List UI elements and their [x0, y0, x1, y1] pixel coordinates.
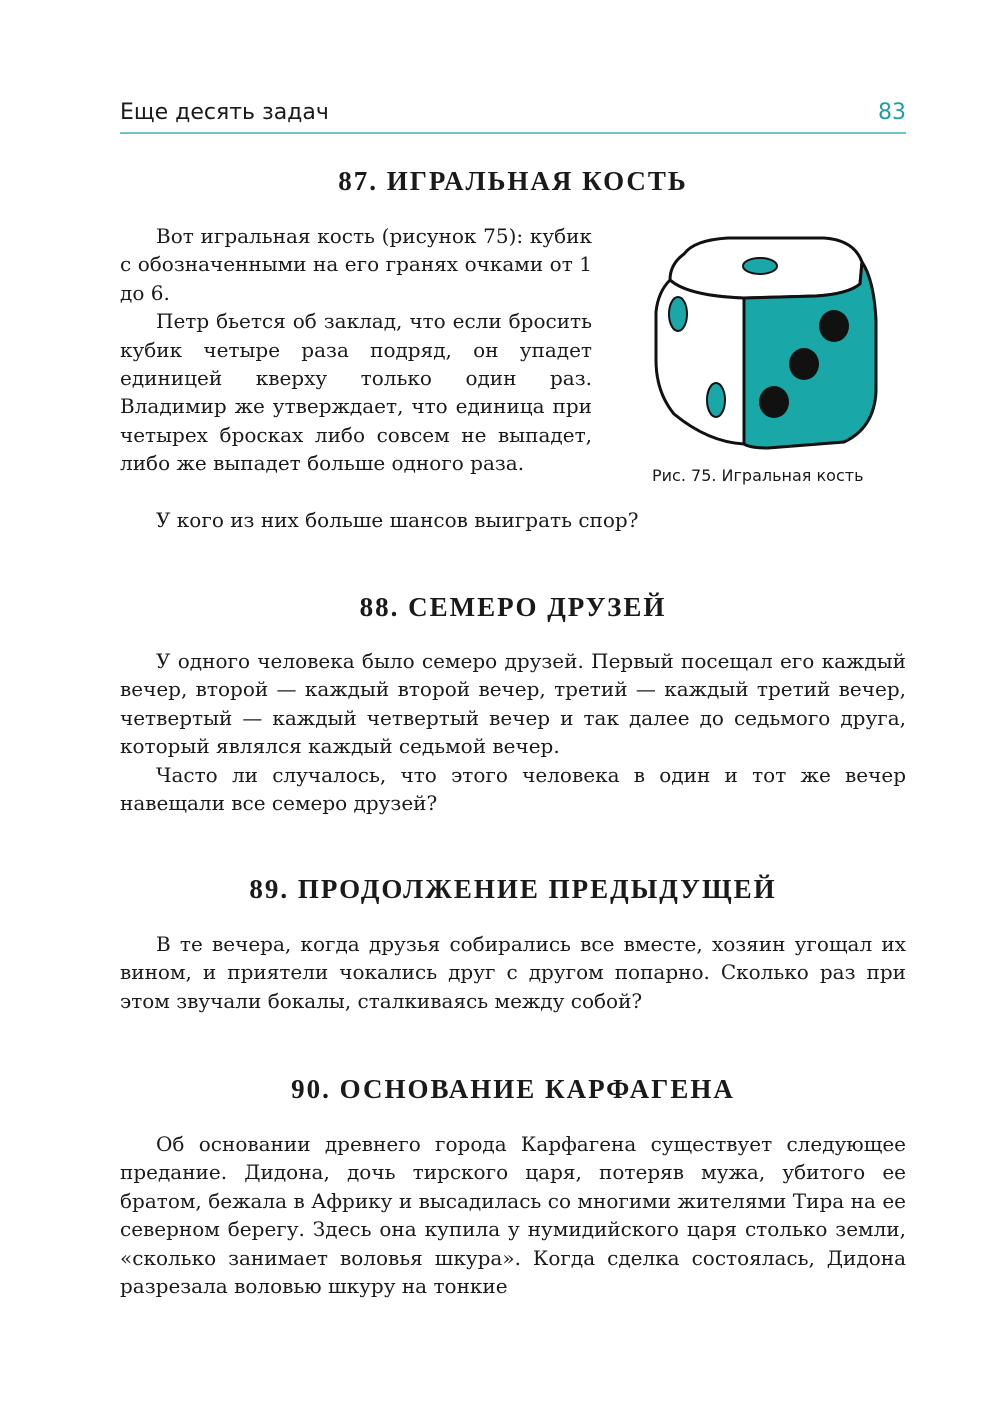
section-heading-87: 87. ИГРАЛЬНАЯ КОСТЬ	[338, 166, 688, 196]
running-head	[120, 98, 906, 134]
paragraph: Вот игральная кость (рисунок 75): кубик с обозначенными на его гранях очками от 1 до 6.	[120, 224, 592, 305]
paragraph: У одного человека было семеро друзей. Первый посещал его каждый вечер, второй — каждый второй вечер, третий — каждый третий вечер, четвертый — каждый четвертый вечер и так далее до седьмого друга, который являлся каждый седьмой вечер.	[120, 649, 906, 759]
dice-figure	[648, 232, 888, 460]
dice-pip-right-3	[759, 386, 789, 418]
section-question-87	[120, 506, 906, 534]
dice-left-face	[656, 280, 744, 444]
dice-pip-left-2	[707, 383, 725, 417]
dice-pip-top	[743, 258, 777, 274]
running-title: Еще десять задач	[120, 100, 329, 125]
page-number: 83	[878, 100, 906, 125]
section-heading-88: 88. СЕМЕРО ДРУЗЕЙ	[359, 592, 667, 622]
section-body-89	[120, 930, 906, 1015]
paragraph: У кого из них больше шансов выиграть спор?	[156, 508, 639, 532]
paragraph: Часто ли случалось, что этого человека в один и тот же вечер навещали все семеро друзей?	[120, 762, 906, 816]
section-heading-90: 90. ОСНОВАНИЕ КАРФАГЕНА	[291, 1074, 735, 1104]
dice-pip-right-1	[819, 310, 849, 342]
paragraph: Петр бьется об заклад, что если бросить кубик четыре раза подряд, он упадет единицей кверху только один раз. Владимир же утверждает, что единица при четырех бросках либо совсем не выпадет, либо же выпадет больше одного раза.	[120, 309, 592, 476]
paragraph: В те вечера, когда друзья собирались все вместе, хозяин угощал их вином, и приятели чокались друг с другом попарно. Сколько раз при этом звучали бокалы, сталкиваясь между собой?	[120, 932, 906, 1013]
dice-pip-right-2	[789, 348, 819, 380]
section-body-90	[120, 1130, 906, 1300]
figure-caption: Рис. 75. Игральная кость	[652, 466, 864, 485]
paragraph: Об основании древнего города Карфагена существует следующее предание. Дидона, дочь тирского царя, потеряв мужа, убитого ее братом, бежала в Африку и высадилась со многими жителями Тира на ее северном берегу. Здесь она купила у нумидийского царя столько земли, «сколько занимает воловья шкура». Когда сделка состоялась, Дидона разрезала воловью шкуру на тонкие	[120, 1132, 906, 1299]
section-heading-89: 89. ПРОДОЛЖЕНИЕ ПРЕДЫДУЩЕЙ	[249, 874, 777, 904]
section-body-88	[120, 647, 906, 817]
dice-icon	[648, 232, 888, 460]
dice-pip-left-1	[669, 297, 687, 331]
section-body-87	[120, 222, 592, 478]
